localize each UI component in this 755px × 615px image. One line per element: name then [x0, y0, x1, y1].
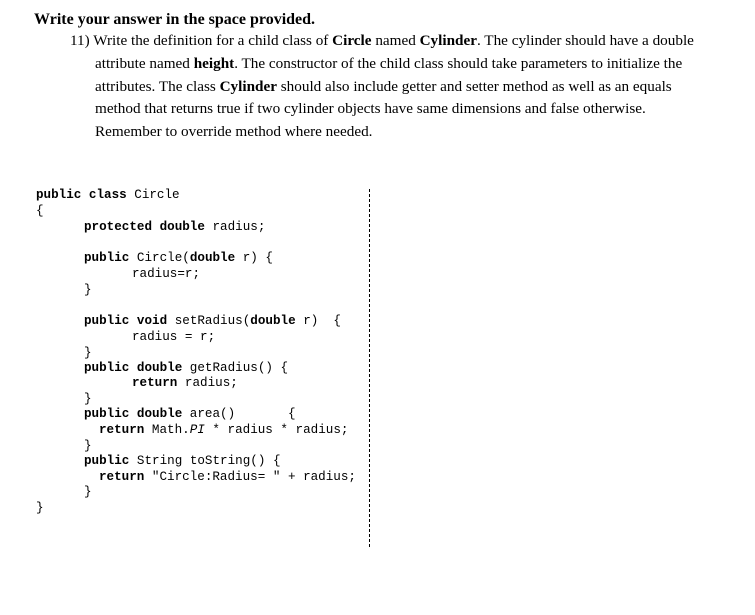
code-line: } [84, 439, 92, 453]
code-line: radius = r; [132, 330, 216, 344]
question-number: 11) [70, 32, 90, 49]
code-line: protected double radius; [84, 220, 266, 234]
code-line: public double getRadius() { [84, 361, 289, 375]
question-line-1: 11) Write the definition for a child class of Circle named Cylinder. The cylinder should have a double [70, 32, 694, 49]
code-line: } [36, 501, 44, 515]
question-line-5: Remember to override method where needed. [95, 123, 373, 141]
code-line: { [36, 204, 44, 218]
question-11 [70, 30, 740, 144]
code-line: } [84, 485, 92, 499]
instruction-heading: Write your answer in the space provided. [34, 11, 316, 28]
question-line-2: attribute named height. The constructor of the child class should take parameters to initialize the [95, 54, 683, 72]
code-line: return radius; [132, 376, 238, 390]
code-line: } [84, 283, 92, 297]
class-name-cylinder-2: Cylinder [219, 77, 277, 95]
code-line: public Circle(double r) { [84, 251, 273, 265]
code-line: public double area() { [84, 407, 296, 421]
question-line-4: method that returns true if two cylinder objects have same dimensions and false otherwise. [95, 100, 646, 118]
answer-space-divider [369, 189, 370, 547]
class-name-cylinder: Cylinder [419, 32, 477, 49]
question-line-3: attributes. The class Cylinder should also include getter and setter method as well as an equals [95, 77, 672, 95]
code-line: radius=r; [132, 267, 201, 281]
code-line: } [84, 392, 92, 406]
code-line: public String toString() { [84, 454, 281, 468]
code-line: return Math.PI * radius * radius; [99, 423, 349, 437]
code-line: } [84, 346, 92, 360]
class-name-circle: Circle [332, 32, 372, 49]
code-line: public class Circle [36, 188, 180, 202]
code-line: return "Circle:Radius= " + radius; [99, 470, 356, 484]
attribute-name-height: height [193, 54, 235, 72]
code-line: public void setRadius(double r) { [84, 314, 341, 328]
